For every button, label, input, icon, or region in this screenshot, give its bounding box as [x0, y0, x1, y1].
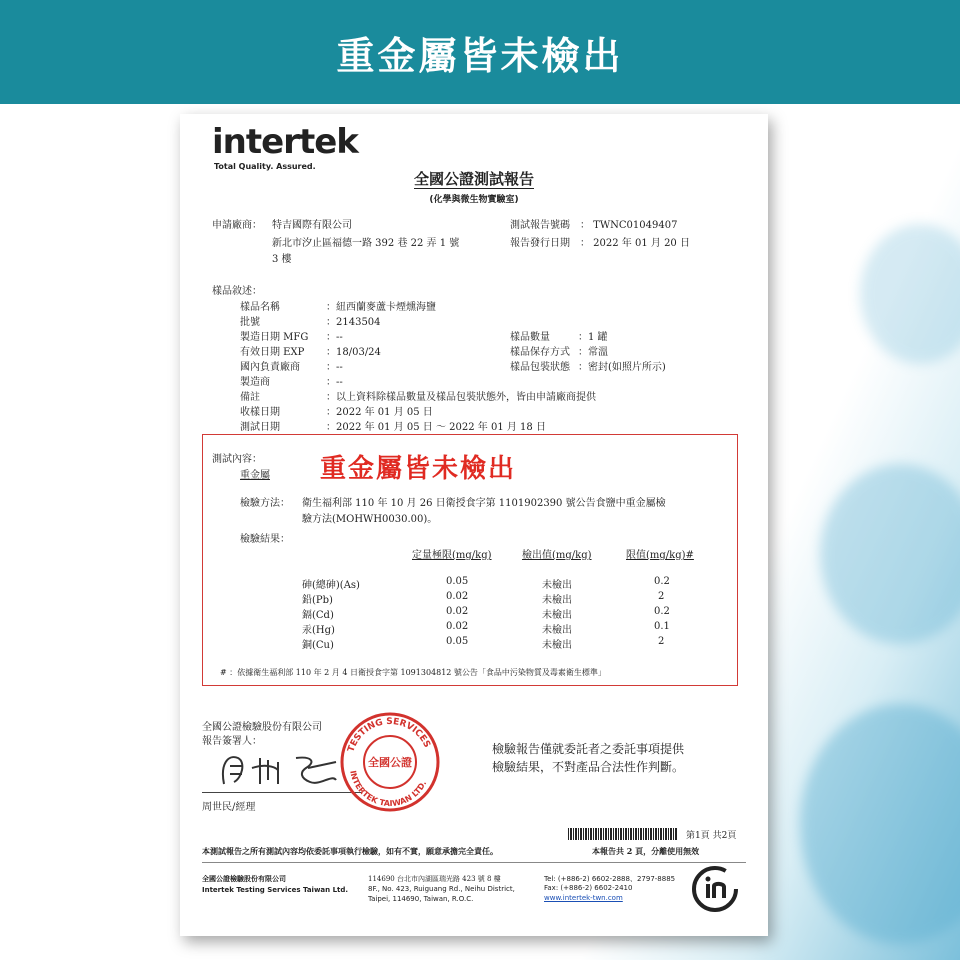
tel: Tel: (+886-2) 6602-2888、2797-8885 [544, 875, 676, 883]
sample-section-label: 樣品敘述： [212, 286, 262, 297]
address-en-2: Taipei, 114690, Taiwan, R.O.C. [368, 895, 474, 903]
svg-text:TESTING SERVICES: TESTING SERVICES [346, 716, 432, 754]
result-detected: 未檢出 [542, 580, 572, 591]
sample-field-value: ：以上資料除樣品數量及樣品包裝狀態外，皆由申請廠商提供 [326, 392, 596, 403]
sample-field-label: 製造商 [240, 377, 270, 388]
sample-field-value: ：紐西蘭麥蘆卡煙燻海鹽 [326, 302, 436, 313]
test-item: 重金屬 [240, 470, 270, 481]
result-detected: 未檢出 [542, 625, 572, 636]
sample-side-value: ：1 罐 [578, 332, 608, 343]
result-item: 汞(Hg) [302, 625, 335, 636]
result-limit: 2 [658, 591, 665, 602]
sample-field-label: 測試日期 [240, 422, 280, 433]
sample-field-value: ：2022 年 01 月 05 日 [326, 407, 433, 418]
sample-field-label: 備註 [240, 392, 260, 403]
sample-field-value: ：-- [326, 377, 343, 388]
footer-pages: 本報告共 2 頁，分離使用無效 [592, 846, 700, 856]
applicant-address-2: 3 樓 [272, 254, 292, 265]
result-item: 鉛(Pb) [302, 595, 333, 606]
sample-side-label: 樣品包裝狀態 [510, 362, 570, 373]
footer-notice: 本測試報告之所有測試內容均依委託事項執行檢驗，如有不實，願意承擔完全責任。 [202, 846, 498, 856]
report-title: 全國公證測試報告 [413, 170, 534, 188]
intertek-in-icon [690, 864, 740, 914]
result-item: 銅(Cu) [302, 640, 334, 651]
result-label: 檢驗結果： [240, 534, 290, 545]
company-name-en: Intertek Testing Services Taiwan Ltd. [202, 886, 349, 894]
result-loq: 0.05 [446, 636, 469, 647]
sample-side-label: 樣品數量 [510, 332, 550, 343]
sample-field-label: 批號 [240, 317, 260, 328]
company-line: 全國公證檢驗股份有限公司 [202, 722, 322, 733]
sample-field-label: 樣品名稱 [240, 302, 280, 313]
result-item: 砷(總砷)(As) [302, 580, 360, 591]
website-link[interactable]: www.intertek-twn.com [544, 894, 623, 902]
report-no-value: ： TWNC01049407 [580, 220, 678, 231]
result-loq: 0.02 [446, 621, 469, 632]
result-loq: 0.05 [446, 576, 469, 587]
disclaimer-line-1: 檢驗報告僅就委託者之委託事項提供 [492, 742, 685, 756]
applicant-name: 特吉國際有限公司 [272, 220, 352, 231]
result-limit: 0.1 [654, 621, 670, 632]
report-no-label: 測試報告號碼 [510, 220, 570, 231]
result-loq: 0.02 [446, 591, 469, 602]
applicant-label: 申請廠商： [212, 220, 262, 231]
sample-field-value: ：-- [326, 362, 343, 373]
disclaimer-line-2: 檢驗結果，不對產品合法性作判斷。 [492, 760, 685, 774]
sample-field-value: ：2022 年 01 月 05 日 ～ 2022 年 01 月 18 日 [326, 422, 546, 433]
issue-date-label: 報告發行日期 [510, 238, 570, 249]
method-line-2: 驗方法(MOHWH0030.00)。 [302, 514, 438, 525]
sample-field-label: 製造日期 MFG [240, 332, 309, 343]
result-limit: 0.2 [654, 576, 670, 587]
result-item: 鎘(Cd) [302, 610, 334, 621]
signatory-label: 報告簽署人： [202, 736, 262, 747]
banner-title: 重金屬皆未檢出 [336, 33, 624, 78]
sample-field-label: 有效日期 EXP [240, 347, 305, 358]
intertek-logo: intertek [212, 122, 358, 162]
heavy-metals-headline: 重金屬皆未檢出 [320, 454, 517, 484]
header-banner [0, 0, 960, 104]
result-limit: 2 [658, 636, 665, 647]
svg-text:INTERTEK TAIWAN LTD.: INTERTEK TAIWAN LTD. [348, 769, 429, 809]
page-indicator: 第1頁 共2頁 [686, 831, 737, 841]
barcode [568, 828, 678, 840]
sample-field-label: 國內負責廠商 [240, 362, 300, 373]
result-limit: 0.2 [654, 606, 670, 617]
sample-field-value: ：18/03/24 [326, 347, 381, 358]
header-detected: 檢出值(mg/kg) [522, 550, 592, 561]
sample-side-value: ：常溫 [578, 347, 608, 358]
header-loq: 定量極限(mg/kg) [412, 550, 492, 561]
fax: Fax: (+886-2) 6602-2410 [544, 884, 633, 892]
svg-text:全國公證: 全國公證 [368, 756, 412, 769]
address-en-1: 8F., No. 423, Ruiguang Rd., Neihu District, [368, 885, 515, 893]
logo-tagline: Total Quality. Assured. [214, 162, 316, 171]
sample-field-value: ：2143504 [326, 317, 381, 328]
result-detected: 未檢出 [542, 595, 572, 606]
footer-rule [202, 862, 746, 863]
sample-side-value: ：密封(如照片所示) [578, 362, 666, 373]
result-detected: 未檢出 [542, 640, 572, 651]
issue-date-value: ： 2022 年 01 月 20 日 [580, 238, 690, 249]
result-loq: 0.02 [446, 606, 469, 617]
company-seal-icon [338, 710, 442, 814]
footnote: # ：依據衛生福利部 110 年 2 月 4 日衛授食字第 1091304812 號公告「食品中污染物質及毒素衛生標準」 [220, 668, 606, 677]
method-label: 檢驗方法： [240, 498, 290, 509]
method-line-1: 衛生福利部 110 年 10 月 26 日衛授食字第 1101902390 號公告食鹽中重金屬檢 [302, 498, 666, 509]
sample-side-label: 樣品保存方式 [510, 347, 570, 358]
applicant-address-1: 新北市汐止區福德一路 392 巷 22 弄 1 號 [272, 238, 460, 249]
result-detected: 未檢出 [542, 610, 572, 621]
sample-field-value: ：-- [326, 332, 343, 343]
address-zh: 114690 台北市內湖區瑞光路 423 號 8 樓 [368, 875, 501, 883]
header-limit: 限值(mg/kg)# [626, 550, 694, 561]
company-name-zh: 全國公證檢驗股份有限公司 [202, 874, 286, 883]
sample-field-label: 收樣日期 [240, 407, 280, 418]
report-subtitle: (化學與微生物實驗室) [429, 195, 519, 205]
test-report-document [180, 114, 768, 936]
signer-name: 周世民/經理 [202, 802, 256, 813]
test-content-label: 測試內容： [212, 454, 262, 465]
